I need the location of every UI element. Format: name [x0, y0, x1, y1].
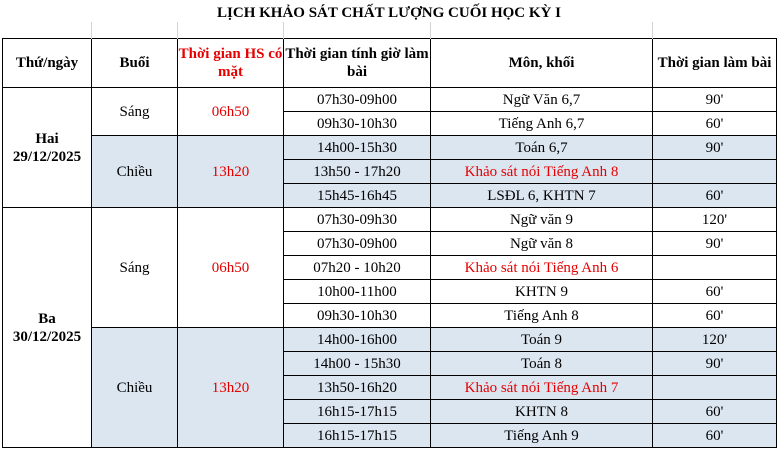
- header-timing: Thời gian tính giờ làm bài: [284, 39, 431, 88]
- session-cell: Sáng: [92, 88, 178, 136]
- arrival-cell: 13h20: [178, 136, 284, 208]
- exam-schedule-table: [2, 22, 777, 448]
- duration-cell: 60': [653, 424, 777, 448]
- day-date: 29/12/2025: [12, 148, 82, 165]
- subject-cell: Tiếng Anh 6,7: [431, 112, 653, 136]
- time-cell: 13h50-16h20: [284, 376, 431, 400]
- header-day: Thứ/ngày: [3, 39, 92, 88]
- header-duration: Thời gian làm bài: [653, 39, 777, 88]
- subject-cell: Ngữ Văn 6,7: [431, 88, 653, 112]
- duration-cell: [653, 376, 777, 400]
- time-cell: 14h00-16h00: [284, 328, 431, 352]
- session-cell: Sáng: [92, 208, 178, 328]
- header-session: Buổi: [92, 39, 178, 88]
- session-cell: Chiều: [92, 328, 178, 448]
- duration-cell: 60': [653, 112, 777, 136]
- day-name: Hai: [35, 130, 59, 147]
- duration-cell: 90': [653, 136, 777, 160]
- subject-cell: Khảo sát nói Tiếng Anh 7: [431, 376, 653, 400]
- day-name: Ba: [38, 310, 56, 327]
- time-cell: 16h15-17h15: [284, 400, 431, 424]
- arrival-cell: 13h20: [178, 328, 284, 448]
- subject-cell: LSĐL 6, KHTN 7: [431, 184, 653, 208]
- subject-cell: KHTN 9: [431, 280, 653, 304]
- time-cell: 10h00-11h00: [284, 280, 431, 304]
- subject-cell: Ngữ văn 8: [431, 232, 653, 256]
- time-cell: 14h00-15h30: [284, 136, 431, 160]
- subject-cell: Khảo sát nói Tiếng Anh 6: [431, 256, 653, 280]
- duration-cell: 60': [653, 280, 777, 304]
- duration-cell: 120': [653, 208, 777, 232]
- time-cell: 15h45-16h45: [284, 184, 431, 208]
- table-row: [3, 88, 777, 112]
- subject-cell: Tiếng Anh 8: [431, 304, 653, 328]
- day-cell: [3, 88, 92, 208]
- header-row: [3, 39, 777, 88]
- duration-cell: 90': [653, 352, 777, 376]
- day-cell: [3, 208, 92, 448]
- table-row: [3, 328, 777, 352]
- header-arrival: Thời gian HS có mặt: [178, 39, 284, 88]
- time-cell: 14h00 - 15h30: [284, 352, 431, 376]
- table-row: [3, 208, 777, 232]
- header-subject: Môn, khối: [431, 39, 653, 88]
- time-cell: 07h20 - 10h20: [284, 256, 431, 280]
- arrival-cell: 06h50: [178, 88, 284, 136]
- duration-cell: 90': [653, 88, 777, 112]
- day-date: 30/12/2025: [12, 328, 82, 345]
- time-cell: 07h30-09h00: [284, 88, 431, 112]
- subject-cell: Toán 6,7: [431, 136, 653, 160]
- subject-cell: Ngữ văn 9: [431, 208, 653, 232]
- subject-cell: Tiếng Anh 9: [431, 424, 653, 448]
- duration-cell: [653, 160, 777, 184]
- subject-cell: KHTN 8: [431, 400, 653, 424]
- time-cell: 16h15-17h15: [284, 424, 431, 448]
- duration-cell: [653, 256, 777, 280]
- time-cell: 07h30-09h30: [284, 208, 431, 232]
- time-cell: 09h30-10h30: [284, 112, 431, 136]
- time-cell: 07h30-09h00: [284, 232, 431, 256]
- subject-cell: Toán 9: [431, 328, 653, 352]
- session-cell: Chiều: [92, 136, 178, 208]
- subject-cell: Khảo sát nói Tiếng Anh 8: [431, 160, 653, 184]
- subject-cell: Toán 8: [431, 352, 653, 376]
- duration-cell: 120': [653, 328, 777, 352]
- page-title: LỊCH KHẢO SÁT CHẤT LƯỢNG CUỐI HỌC KỲ I: [217, 5, 561, 21]
- duration-cell: 60': [653, 400, 777, 424]
- duration-cell: 60': [653, 304, 777, 328]
- duration-cell: 90': [653, 232, 777, 256]
- time-cell: 09h30-10h30: [284, 304, 431, 328]
- table-row: [3, 136, 777, 160]
- time-cell: 13h50 - 17h20: [284, 160, 431, 184]
- arrival-cell: 06h50: [178, 208, 284, 328]
- duration-cell: 60': [653, 184, 777, 208]
